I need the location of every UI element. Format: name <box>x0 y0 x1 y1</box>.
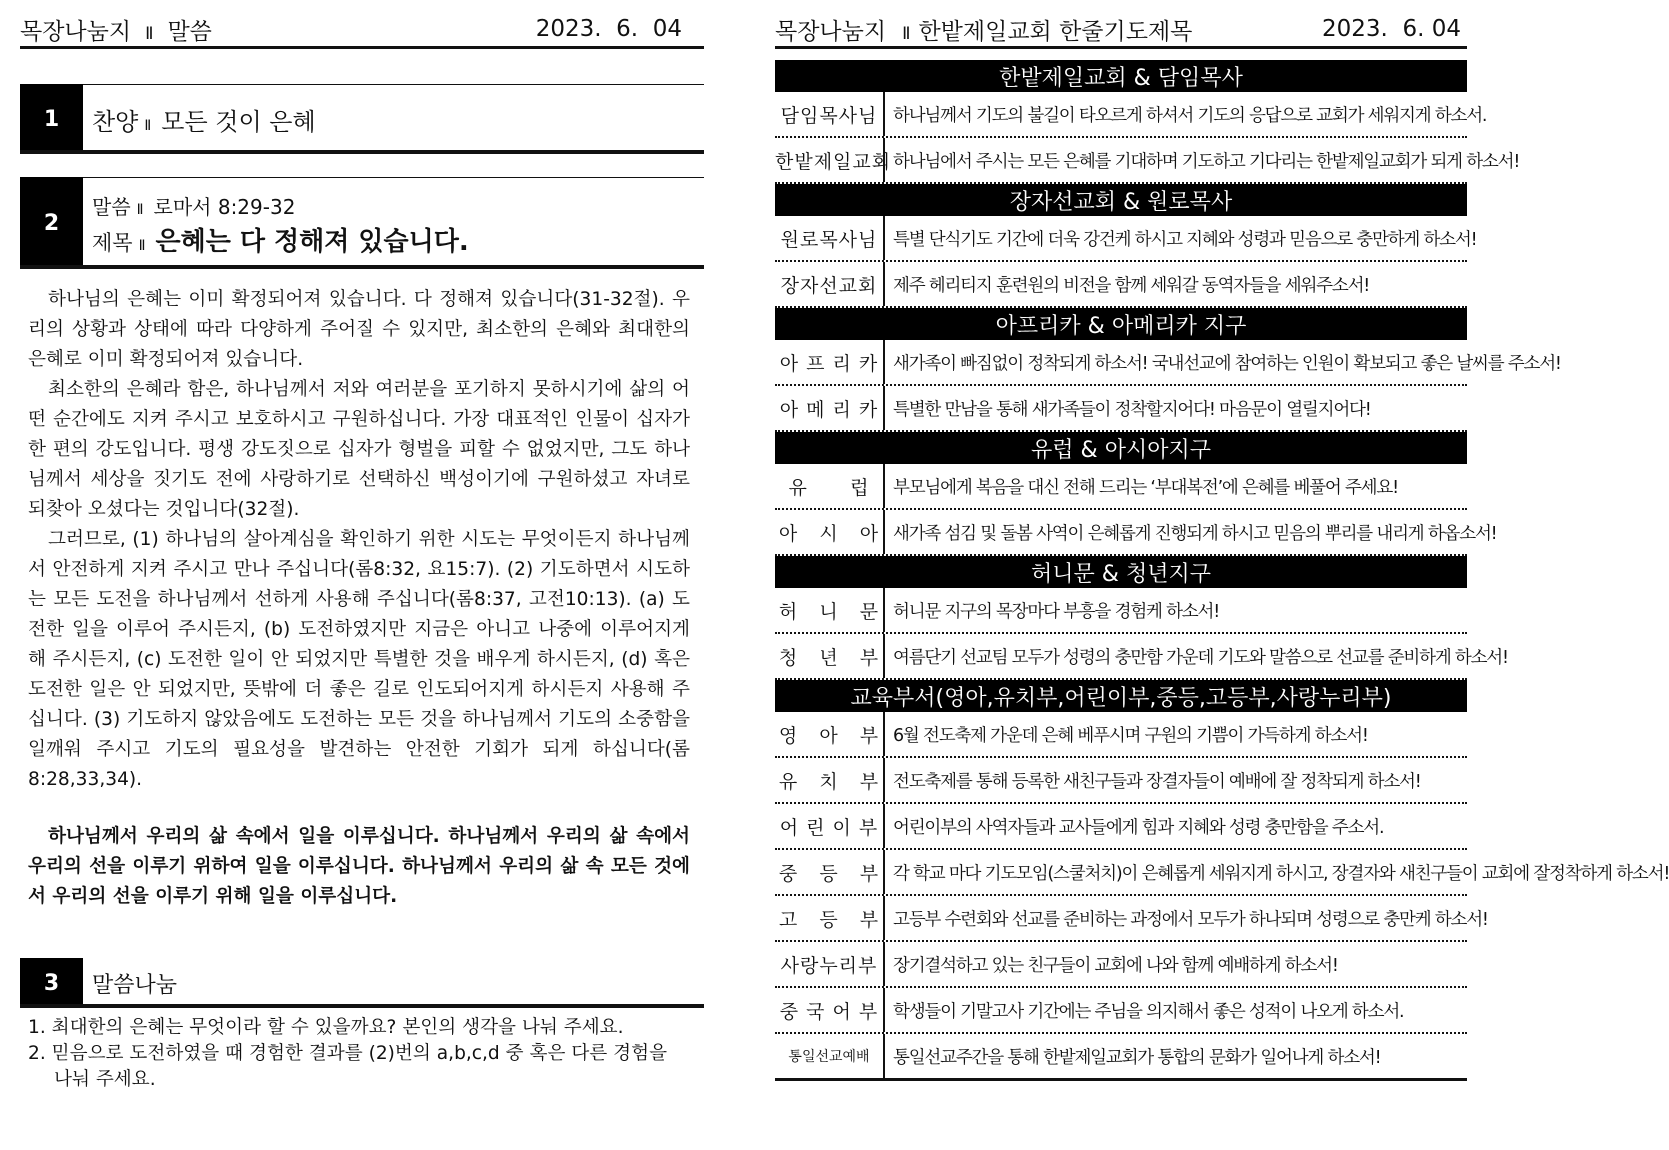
prayer-row-divider <box>883 588 885 632</box>
prayer-row <box>775 340 1561 386</box>
hymn-title: 모든 것이 은혜 <box>161 108 316 136</box>
prayer-row-divider <box>883 216 885 260</box>
section-hymn <box>20 84 704 154</box>
prayer-row-label: 중 국 어 부 <box>779 1000 879 1023</box>
section-bottom-rule <box>20 1004 704 1008</box>
prayer-row <box>775 942 1467 988</box>
left-header-rule <box>20 46 704 49</box>
right-header-title: 목장나눔지 <box>775 18 887 45</box>
prayer-row-divider <box>883 1034 885 1078</box>
sermon-summary: 하나님께서 우리의 삶 속에서 일을 이루십니다. 하나님께서 우리의 삶 속에서 우리의 선을 이루기 위하여 일을 이루십니다. 하나님께서 우리의 삶 속 모든 것에서 우리의 선을 이루기 위해 일을 이루십니다. <box>28 826 690 907</box>
left-page <box>20 0 704 1150</box>
prayer-group-title: 아프리카 & 아메리카 지구 <box>775 308 1467 340</box>
prayer-row-divider <box>883 510 885 554</box>
section-bottom-rule <box>20 150 704 154</box>
prayer-row <box>775 850 1669 896</box>
prayer-row-label: 사랑누리부 <box>780 954 878 977</box>
prayer-row-text: 통일선교주간을 통해 한밭제일교회가 통합의 문화가 일어나게 하소서! <box>893 1047 1381 1068</box>
prayer-row-text: 제주 헤리티지 훈련원의 비전을 함께 세워갈 동역자들을 세워주소서! <box>893 275 1370 296</box>
prayer-row-text: 특별 단식기도 기간에 더욱 강건케 하시고 지혜와 성령과 믿음으로 충만하게 하소서! <box>893 229 1477 250</box>
prayer-row-divider <box>883 712 885 756</box>
prayer-list <box>775 60 1669 1081</box>
scripture-line <box>92 191 295 220</box>
prayer-row-text: 장기결석하고 있는 친구들이 교회에 나와 함께 예배하게 하소서! <box>893 955 1338 976</box>
sermon-paragraph: 그러므로, (1) 하나님의 살아계심을 확인하기 위한 시도는 무엇이든지 하나님께서 안전하게 지켜 주시고 만나 주십니다(롬8:32, 요15:7). (2) 기도하면서 시도하는 모든 도전을 하나님께서 선하게 사용해 주십니다(롬8:37, 고전10:13). (a) 도전한 일을 이루어 주시든지, (b) 도전하였지만 지금은 아니고 나중에 이루어지게 해 주시든지, (c) 도전한 일이 안 되었지만 특별한 것을 배우게 하시든지, (d) 혹은 도전한 일은 안 되었지만, 뜻밖에 더 좋은 길로 인도되어지게 하시든지 사용해 주십니다. (3) 기도하지 않았음에도 도전하는 모든 것을 하나님께서 기도의 소중함을 일깨워 주시고 기도의 필요성을 발견하는 안전한 기회가 되게 하십니다(롬8:28,33,34). <box>28 529 690 790</box>
prayer-row-text: 여름단기 선교팀 모두가 성령의 충만함 가운데 기도와 말씀으로 선교를 준비하게 하소서! <box>893 647 1508 668</box>
sermon-title: 은혜는 다 정해져 있습니다. <box>155 227 469 257</box>
prayer-row <box>775 1034 1467 1081</box>
left-header-title-group <box>20 13 212 46</box>
left-header-section: 말씀 <box>167 18 212 45</box>
prayer-row-divider <box>883 942 885 986</box>
prayer-row-text: 부모님에게 복음을 대신 전해 드리는 ‘부대복전’에 은혜를 베풀어 주세요! <box>893 477 1398 498</box>
prayer-row-label: 통일선교예배 <box>788 1049 870 1065</box>
prayer-row-text: 새가족 섬김 및 돌봄 사역이 은혜롭게 진행되게 하시고 믿음의 뿌리를 내리게 하옵소서! <box>893 523 1497 544</box>
prayer-row-label: 유 럽 <box>788 476 870 499</box>
section-top-rule <box>83 84 704 85</box>
scripture-reference: 로마서 8:29-32 <box>153 195 296 219</box>
prayer-row-divider <box>883 386 885 430</box>
hymn-mark: Ⅱ <box>144 118 152 134</box>
prayer-row-label: 아 프 리 카 <box>779 352 879 375</box>
prayer-row <box>775 758 1467 804</box>
prayer-row-divider <box>883 262 885 306</box>
prayer-row <box>775 634 1508 680</box>
sermon-body <box>28 285 690 795</box>
prayer-row-divider <box>883 758 885 802</box>
prayer-row-divider <box>883 138 885 182</box>
left-header <box>20 12 704 46</box>
question-item: 2. 믿음으로 도전하였을 때 경험한 결과를 (2)번의 a,b,c,d 중 혹은 다른 경험을 나눠 주세요. <box>28 1043 668 1090</box>
prayer-row-label: 아 메 리 카 <box>779 398 879 421</box>
right-header-title-group <box>775 13 1192 46</box>
prayer-row-text: 하나님께서 기도의 불길이 타오르게 하셔서 기도의 응답으로 교회가 세워지게 하소서. <box>893 105 1487 126</box>
prayer-row-text: 어린이부의 사역자들과 교사들에게 힘과 지혜와 성령 충만함을 주소서. <box>893 817 1384 838</box>
sharing-questions <box>28 1015 690 1093</box>
right-header-rule <box>775 46 1467 49</box>
section-number-1: 1 <box>20 84 83 154</box>
prayer-group-title: 한밭제일교회 & 담임목사 <box>775 60 1467 92</box>
prayer-row-label: 영 아 부 <box>778 724 880 747</box>
prayer-row-text: 하나님에서 주시는 모든 은혜를 기대하며 기도하고 기다리는 한밭제일교회가 되게 하소서! <box>893 151 1520 172</box>
sharing-label: 말씀나눔 <box>92 973 178 998</box>
prayer-row-divider <box>883 340 885 384</box>
right-header-section: 한밭제일교회 한줄기도제목 <box>918 18 1193 45</box>
prayer-row <box>775 896 1488 942</box>
scripture-mark: Ⅱ <box>136 202 144 218</box>
right-header <box>775 12 1467 46</box>
prayer-row-label: 중 등 부 <box>778 862 880 885</box>
prayer-row-text: 학생들이 기말고사 기간에는 주님을 의지해서 좋은 성적이 나오게 하소서. <box>893 1001 1404 1022</box>
prayer-row <box>775 386 1467 432</box>
prayer-row <box>775 464 1467 510</box>
prayer-row <box>775 804 1467 850</box>
prayer-group-title: 장자선교회 & 원로목사 <box>775 184 1467 216</box>
prayer-row-text: 전도축제를 통해 등록한 새친구들과 장결자들이 예배에 잘 정착되게 하소서! <box>893 771 1421 792</box>
sermon-title-mark: Ⅱ <box>138 238 146 254</box>
prayer-row-label: 아 시 아 <box>778 522 880 545</box>
scripture-label: 말씀 <box>92 195 131 219</box>
prayer-row-text: 고등부 수련회와 선교를 준비하는 과정에서 모두가 하나되며 성령으로 충만케 하소서! <box>893 909 1488 930</box>
prayer-row <box>775 216 1477 262</box>
prayer-row-divider <box>883 896 885 940</box>
prayer-row-label: 청 년 부 <box>778 646 880 669</box>
right-page <box>775 0 1669 1150</box>
prayer-row-text: 허니문 지구의 목장마다 부흥을 경험케 하소서! <box>893 601 1220 622</box>
hymn-label: 찬양 <box>92 108 139 136</box>
section-top-rule <box>83 177 704 178</box>
prayer-group-title: 허니문 & 청년지구 <box>775 556 1467 588</box>
prayer-row <box>775 138 1520 184</box>
section-sharing <box>20 958 704 1008</box>
question-item: 1. 최대한의 은혜는 무엇이라 할 수 있을까요? 본인의 생각을 나눠 주세요. <box>28 1017 624 1038</box>
sermon-paragraph: 하나님의 은혜는 이미 확정되어져 있습니다. 다 정해져 있습니다(31-32절). 우리의 상황과 상태에 따라 다양하게 주어질 수 있지만, 최소한의 은혜와 최대한의 은혜로 이미 확정되어져 있습니다. <box>28 289 690 370</box>
section-sermon <box>20 177 704 269</box>
prayer-row-label: 허 니 문 <box>778 600 880 623</box>
prayer-group-title: 교육부서(영아,유치부,어린이부,중등,고등부,사랑누리부) <box>775 680 1467 712</box>
sermon-paragraph: 최소한의 은혜라 함은, 하나님께서 저와 여러분을 포기하지 못하시기에 삶의 어떤 순간에도 지켜 주시고 보호하시고 구원하십니다. 가장 대표적인 인물이 십자가 한 편의 강도입니다. 평생 강도짓으로 십자가 형벌을 피할 수 없었지만, 그도 하나님께서 세상을 짓기도 전에 사랑하기로 선택하신 백성이기에 구원하셨고 자녀로 되찾아 오셨다는 것입니다(32절). <box>28 379 690 520</box>
prayer-row-text: 새가족이 빠짐없이 정착되게 하소서! 국내선교에 참여하는 인원이 확보되고 좋은 날씨를 주소서! <box>893 353 1561 374</box>
prayer-row-text: 특별한 만남을 통해 새가족들이 정착할지어다! 마음문이 열릴지어다! <box>893 399 1371 420</box>
right-header-date: 2023. 6. 04 <box>1322 16 1461 42</box>
prayer-row <box>775 92 1487 138</box>
prayer-row-label: 유 치 부 <box>778 770 880 793</box>
prayer-row-label: 원로목사님 <box>780 228 878 251</box>
prayer-row-label: 어 린 이 부 <box>779 816 879 839</box>
left-header-title: 목장나눔지 <box>20 18 132 45</box>
prayer-row-divider <box>883 464 885 508</box>
prayer-row-divider <box>883 988 885 1032</box>
prayer-row-divider <box>883 850 885 894</box>
sermon-title-line <box>92 221 469 258</box>
sermon-title-label: 제목 <box>92 231 133 255</box>
prayer-row-label: 장자선교회 <box>780 274 878 297</box>
prayer-row <box>775 588 1467 634</box>
left-header-separator: Ⅱ <box>145 23 154 44</box>
prayer-row-label: 담임목사님 <box>780 104 878 127</box>
prayer-row <box>775 262 1467 308</box>
prayer-row <box>775 988 1467 1034</box>
prayer-row-divider <box>883 804 885 848</box>
section-number-3: 3 <box>20 958 83 1008</box>
prayer-group-title: 유럽 & 아시아지구 <box>775 432 1467 464</box>
prayer-row-label: 한밭제일교회 <box>775 150 892 173</box>
prayer-row <box>775 712 1467 758</box>
right-header-separator: Ⅱ <box>902 23 911 44</box>
left-header-date: 2023. 6. 04 <box>535 16 682 42</box>
prayer-row <box>775 510 1497 556</box>
prayer-row-divider <box>883 634 885 678</box>
section-bottom-rule <box>20 265 704 269</box>
prayer-row-label: 고 등 부 <box>778 908 880 931</box>
section-number-2: 2 <box>20 177 83 269</box>
prayer-row-divider <box>883 92 885 136</box>
prayer-row-text: 각 학교 마다 기도모임(스쿨처치)이 은혜롭게 세워지게 하시고, 장결자와 새친구들이 교회에 잘정착하게 하소서! <box>893 863 1669 884</box>
prayer-row-text: 6월 전도축제 가운데 은혜 베푸시며 구원의 기쁨이 가득하게 하소서! <box>893 725 1368 746</box>
hymn-line <box>92 102 316 137</box>
